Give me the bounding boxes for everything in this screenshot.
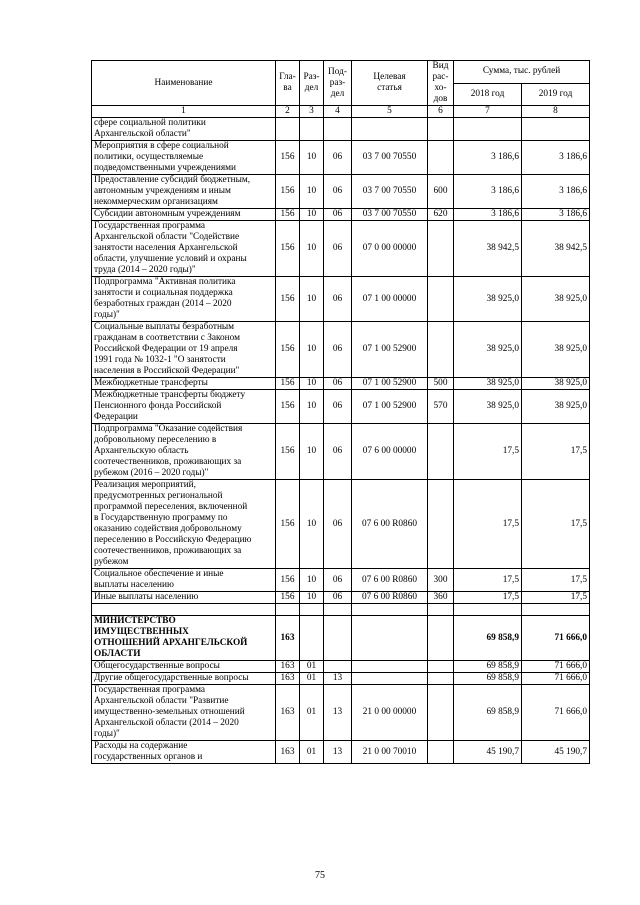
cell-name bbox=[92, 604, 276, 616]
cell-name: Предоставление субсидий бюджетным, автономным учреждениям и иным некоммерческим организациям bbox=[92, 175, 276, 209]
table-row bbox=[92, 592, 590, 604]
cell-podrazdel: 06 bbox=[324, 141, 352, 175]
cell-vid bbox=[428, 277, 454, 322]
cell-name: Общегосударственные вопросы bbox=[92, 661, 276, 673]
index-cell: 5 bbox=[352, 106, 428, 118]
cell-razdel bbox=[300, 118, 324, 141]
cell-target: 21 0 00 70010 bbox=[352, 741, 428, 764]
cell-name: Социальные выплаты безработным гражданам в соответствии с Законом Российской Федерации от 19 апреля 1991 года № 1032-1 "О занятости населения в Российской Федерации" bbox=[92, 322, 276, 378]
cell-podrazdel: 06 bbox=[324, 322, 352, 378]
table-row bbox=[92, 569, 590, 592]
cell-podrazdel bbox=[324, 604, 352, 616]
cell-target: 07 1 00 52900 bbox=[352, 378, 428, 390]
cell-podrazdel: 13 bbox=[324, 741, 352, 764]
cell-name: сфере социальной политики Архангельской области" bbox=[92, 118, 276, 141]
cell-glava: 156 bbox=[276, 480, 300, 569]
cell-name: Другие общегосударственные вопросы bbox=[92, 673, 276, 685]
table-row bbox=[92, 209, 590, 221]
cell-podrazdel bbox=[324, 118, 352, 141]
cell-razdel: 10 bbox=[300, 378, 324, 390]
cell-2019: 3 186,6 bbox=[522, 175, 590, 209]
cell-podrazdel: 06 bbox=[324, 221, 352, 277]
page-number: 75 bbox=[315, 870, 325, 881]
cell-name: Мероприятия в сфере социальной политики, осуществляемые подведомственными учреждениями bbox=[92, 141, 276, 175]
table-row bbox=[92, 741, 590, 764]
cell-2019 bbox=[522, 604, 590, 616]
table-row bbox=[92, 604, 590, 616]
cell-vid: 300 bbox=[428, 569, 454, 592]
cell-target: 07 6 00 R0860 bbox=[352, 569, 428, 592]
cell-name: Межбюджетные трансферты бюджету Пенсионного фонда Российской Федерации bbox=[92, 390, 276, 424]
cell-glava bbox=[276, 604, 300, 616]
table-row bbox=[92, 141, 590, 175]
cell-2018: 38 925,0 bbox=[454, 378, 522, 390]
cell-podrazdel: 13 bbox=[324, 685, 352, 741]
cell-vid: 360 bbox=[428, 592, 454, 604]
cell-glava: 163 bbox=[276, 673, 300, 685]
cell-name: Межбюджетные трансферты bbox=[92, 378, 276, 390]
table-row bbox=[92, 221, 590, 277]
cell-target: 07 6 00 00000 bbox=[352, 424, 428, 480]
header-sum: Сумма, тыс. рублей bbox=[454, 61, 590, 84]
cell-vid bbox=[428, 673, 454, 685]
cell-razdel: 10 bbox=[300, 209, 324, 221]
header-name: Наименование bbox=[92, 61, 276, 106]
index-cell: 3 bbox=[300, 106, 324, 118]
table-row bbox=[92, 424, 590, 480]
cell-podrazdel: 06 bbox=[324, 569, 352, 592]
cell-vid bbox=[428, 480, 454, 569]
cell-2019: 45 190,7 bbox=[522, 741, 590, 764]
table-row bbox=[92, 118, 590, 141]
cell-2019: 71 666,0 bbox=[522, 661, 590, 673]
cell-vid bbox=[428, 604, 454, 616]
cell-glava: 156 bbox=[276, 322, 300, 378]
cell-vid: 600 bbox=[428, 175, 454, 209]
cell-2019 bbox=[522, 118, 590, 141]
cell-podrazdel: 06 bbox=[324, 378, 352, 390]
index-cell: 6 bbox=[428, 106, 454, 118]
cell-razdel: 10 bbox=[300, 175, 324, 209]
header-target bbox=[352, 61, 428, 106]
table-row bbox=[92, 378, 590, 390]
index-row bbox=[92, 106, 590, 118]
cell-razdel: 01 bbox=[300, 661, 324, 673]
header-razdel bbox=[300, 61, 324, 106]
cell-podrazdel bbox=[324, 661, 352, 673]
cell-glava: 163 bbox=[276, 616, 300, 661]
header-target-label: Целевая статья bbox=[373, 72, 406, 93]
cell-name: МИНИСТЕРСТВО ИМУЩЕСТВЕННЫХ ОТНОШЕНИЙ АРХАНГЕЛЬСКОЙ ОБЛАСТИ bbox=[92, 616, 276, 661]
cell-podrazdel: 06 bbox=[324, 175, 352, 209]
cell-2018: 17,5 bbox=[454, 480, 522, 569]
cell-2019: 17,5 bbox=[522, 480, 590, 569]
cell-2018: 38 925,0 bbox=[454, 277, 522, 322]
cell-name: Подпрограмма "Активная политика занятости и социальная поддержка безработных граждан (2014 – 2020 годы)" bbox=[92, 277, 276, 322]
cell-name: Государственная программа Архангельской области "Содействие занятости населения Архангельской области, улучшение условий и охраны труда (2014 – 2020 годы)" bbox=[92, 221, 276, 277]
header-vid bbox=[428, 61, 454, 106]
cell-glava: 163 bbox=[276, 741, 300, 764]
cell-podrazdel: 06 bbox=[324, 480, 352, 569]
index-cell: 1 bbox=[92, 106, 276, 118]
cell-2018: 17,5 bbox=[454, 569, 522, 592]
index-cell: 7 bbox=[454, 106, 522, 118]
cell-2019: 38 925,0 bbox=[522, 378, 590, 390]
cell-razdel: 10 bbox=[300, 141, 324, 175]
cell-name: Расходы на содержание государственных органов и bbox=[92, 741, 276, 764]
cell-vid bbox=[428, 118, 454, 141]
cell-2018: 69 858,9 bbox=[454, 673, 522, 685]
cell-glava: 156 bbox=[276, 221, 300, 277]
cell-podrazdel: 06 bbox=[324, 390, 352, 424]
header-podrazdel bbox=[324, 61, 352, 106]
cell-glava: 156 bbox=[276, 592, 300, 604]
cell-target: 07 0 00 00000 bbox=[352, 221, 428, 277]
cell-glava: 156 bbox=[276, 390, 300, 424]
cell-podrazdel: 06 bbox=[324, 592, 352, 604]
cell-2018: 3 186,6 bbox=[454, 141, 522, 175]
cell-2018: 38 925,0 bbox=[454, 390, 522, 424]
cell-target bbox=[352, 604, 428, 616]
header-podrazdel-label: Под- раз- дел bbox=[328, 66, 347, 99]
header-year-2018: 2018 год bbox=[454, 83, 522, 106]
table-row bbox=[92, 480, 590, 569]
cell-target: 07 1 00 52900 bbox=[352, 322, 428, 378]
cell-2019: 71 666,0 bbox=[522, 616, 590, 661]
cell-target: 07 6 00 R0860 bbox=[352, 592, 428, 604]
cell-2018: 69 858,9 bbox=[454, 661, 522, 673]
cell-glava: 156 bbox=[276, 277, 300, 322]
cell-vid bbox=[428, 685, 454, 741]
cell-target bbox=[352, 673, 428, 685]
cell-vid bbox=[428, 141, 454, 175]
cell-target bbox=[352, 118, 428, 141]
cell-glava: 163 bbox=[276, 685, 300, 741]
cell-2019: 17,5 bbox=[522, 592, 590, 604]
table-row bbox=[92, 322, 590, 378]
cell-vid bbox=[428, 741, 454, 764]
cell-2019: 38 925,0 bbox=[522, 277, 590, 322]
header-year-2019: 2019 год bbox=[522, 83, 590, 106]
cell-vid bbox=[428, 661, 454, 673]
cell-vid: 620 bbox=[428, 209, 454, 221]
cell-2018: 45 190,7 bbox=[454, 741, 522, 764]
header-razdel-label: Раз- дел bbox=[303, 72, 320, 93]
cell-razdel: 10 bbox=[300, 390, 324, 424]
cell-2019: 38 925,0 bbox=[522, 390, 590, 424]
cell-name: Реализация мероприятий, предусмотренных региональной программой переселения, включенной в Государственную программу по оказанию содействия добровольному переселению в Российскую Федерацию соотечественников, проживающих за рубежом bbox=[92, 480, 276, 569]
cell-2018 bbox=[454, 118, 522, 141]
cell-podrazdel: 13 bbox=[324, 673, 352, 685]
cell-razdel: 10 bbox=[300, 480, 324, 569]
table-row bbox=[92, 390, 590, 424]
cell-glava: 156 bbox=[276, 569, 300, 592]
cell-razdel: 01 bbox=[300, 741, 324, 764]
cell-vid bbox=[428, 424, 454, 480]
cell-2019: 38 925,0 bbox=[522, 322, 590, 378]
cell-razdel: 10 bbox=[300, 424, 324, 480]
cell-2018: 38 925,0 bbox=[454, 322, 522, 378]
cell-podrazdel bbox=[324, 616, 352, 661]
cell-name: Государственная программа Архангельской области "Развитие имущественно-земельных отношений Архангельской области (2014 – 2020 годы)" bbox=[92, 685, 276, 741]
cell-razdel: 10 bbox=[300, 277, 324, 322]
cell-razdel: 01 bbox=[300, 685, 324, 741]
cell-glava: 156 bbox=[276, 378, 300, 390]
cell-target: 03 7 00 70550 bbox=[352, 141, 428, 175]
cell-razdel: 01 bbox=[300, 673, 324, 685]
cell-podrazdel: 06 bbox=[324, 424, 352, 480]
header-row-1 bbox=[92, 61, 590, 84]
cell-vid: 500 bbox=[428, 378, 454, 390]
cell-2019: 38 942,5 bbox=[522, 221, 590, 277]
cell-2019: 3 186,6 bbox=[522, 209, 590, 221]
cell-target: 03 7 00 70550 bbox=[352, 175, 428, 209]
cell-vid bbox=[428, 616, 454, 661]
cell-podrazdel: 06 bbox=[324, 277, 352, 322]
table-row bbox=[92, 661, 590, 673]
cell-target: 07 6 00 R0860 bbox=[352, 480, 428, 569]
cell-2018 bbox=[454, 604, 522, 616]
cell-name: Иные выплаты населению bbox=[92, 592, 276, 604]
cell-target: 07 1 00 52900 bbox=[352, 390, 428, 424]
index-cell: 4 bbox=[324, 106, 352, 118]
index-cell: 2 bbox=[276, 106, 300, 118]
cell-glava: 163 bbox=[276, 661, 300, 673]
cell-2018: 17,5 bbox=[454, 424, 522, 480]
table-row bbox=[92, 616, 590, 661]
header-glava-label: Гла- ва bbox=[279, 72, 296, 93]
cell-razdel: 10 bbox=[300, 569, 324, 592]
cell-target: 03 7 00 70550 bbox=[352, 209, 428, 221]
cell-glava: 156 bbox=[276, 209, 300, 221]
cell-razdel bbox=[300, 616, 324, 661]
cell-razdel: 10 bbox=[300, 221, 324, 277]
cell-target bbox=[352, 661, 428, 673]
cell-2019: 71 666,0 bbox=[522, 673, 590, 685]
cell-glava: 156 bbox=[276, 175, 300, 209]
cell-glava: 156 bbox=[276, 424, 300, 480]
cell-2018: 3 186,6 bbox=[454, 209, 522, 221]
cell-2018: 38 942,5 bbox=[454, 221, 522, 277]
cell-glava: 156 bbox=[276, 141, 300, 175]
cell-name: Субсидии автономным учреждениям bbox=[92, 209, 276, 221]
cell-podrazdel: 06 bbox=[324, 209, 352, 221]
cell-2019: 17,5 bbox=[522, 569, 590, 592]
cell-2018: 17,5 bbox=[454, 592, 522, 604]
table-row bbox=[92, 673, 590, 685]
budget-table bbox=[91, 60, 590, 764]
cell-name: Социальное обеспечение и иные выплаты населению bbox=[92, 569, 276, 592]
cell-2019: 3 186,6 bbox=[522, 141, 590, 175]
cell-2018: 69 858,9 bbox=[454, 685, 522, 741]
cell-vid bbox=[428, 221, 454, 277]
cell-2019: 71 666,0 bbox=[522, 685, 590, 741]
header-glava bbox=[276, 61, 300, 106]
cell-2019: 17,5 bbox=[522, 424, 590, 480]
cell-razdel: 10 bbox=[300, 592, 324, 604]
cell-glava bbox=[276, 118, 300, 141]
cell-vid: 570 bbox=[428, 390, 454, 424]
table-row bbox=[92, 175, 590, 209]
header-vid-label: Вид рас- хо- дов bbox=[432, 61, 449, 104]
cell-target bbox=[352, 616, 428, 661]
cell-target: 07 1 00 00000 bbox=[352, 277, 428, 322]
cell-2018: 3 186,6 bbox=[454, 175, 522, 209]
cell-razdel bbox=[300, 604, 324, 616]
table-row bbox=[92, 277, 590, 322]
cell-2018: 69 858,9 bbox=[454, 616, 522, 661]
cell-razdel: 10 bbox=[300, 322, 324, 378]
index-cell: 8 bbox=[522, 106, 590, 118]
cell-target: 21 0 00 00000 bbox=[352, 685, 428, 741]
table-row bbox=[92, 685, 590, 741]
cell-name: Подпрограмма "Оказание содействия добровольному переселению в Архангельскую область соотечественников, проживающих за рубежом (2016 – 2020 годы)" bbox=[92, 424, 276, 480]
cell-vid bbox=[428, 322, 454, 378]
